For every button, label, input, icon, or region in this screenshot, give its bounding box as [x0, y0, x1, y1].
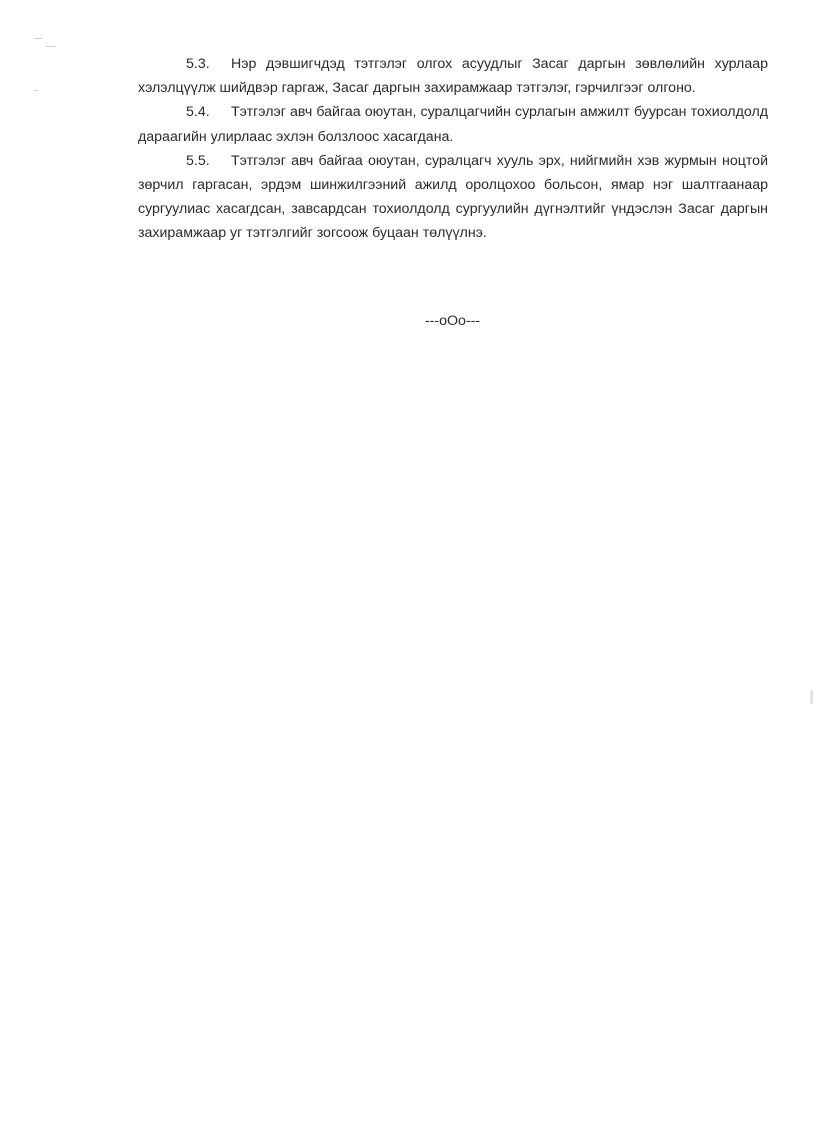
paragraph-5-4 — [138, 100, 768, 148]
paragraph-5-3 — [138, 52, 768, 100]
paragraph-text: Тэтгэлэг авч байгаа оюутан, суралцагчийн сурлагын амжилт буурсан тохиолдолд дараагийн улирлаас эхлэн болзлоос хасагдана. — [138, 104, 768, 145]
scan-artifact — [46, 46, 56, 47]
paragraph-number: 5.5. — [186, 152, 210, 169]
scan-artifact — [34, 38, 42, 39]
scan-artifact — [810, 690, 813, 704]
paragraph-text: Тэтгэлэг авч байгаа оюутан, суралцагч хууль эрх, нийгмийн хэв журмын ноцтой зөрчил гаргасан, эрдэм шинжилгээний ажилд оролцохоо больсон, ямар нэг шалтгаанаар сургуулиас хасагдсан, завсардсан тохиолдолд сургуулийн дүгнэлтийг үндэслэн Засаг даргын захирамжаар уг тэтгэлгийг зогсоож буцаан төлүүлнэ. — [138, 152, 768, 242]
document-body — [138, 52, 768, 246]
end-of-document-mark: ---оОо--- — [424, 313, 481, 329]
paragraph-text: Нэр дэвшигчдэд тэтгэлэг олгох асуудлыг Засаг даргын зөвлөлийн хурлаар хэлэлцүүлж шийдвэр гаргаж, Засаг даргын захирамжаар тэтгэлэг, гэрчилгээг олгоно. — [138, 56, 768, 97]
paragraph-number: 5.4. — [186, 104, 210, 121]
paragraph-number: 5.3. — [186, 56, 210, 72]
scan-artifact — [34, 90, 38, 91]
paragraph-5-5 — [138, 149, 768, 246]
